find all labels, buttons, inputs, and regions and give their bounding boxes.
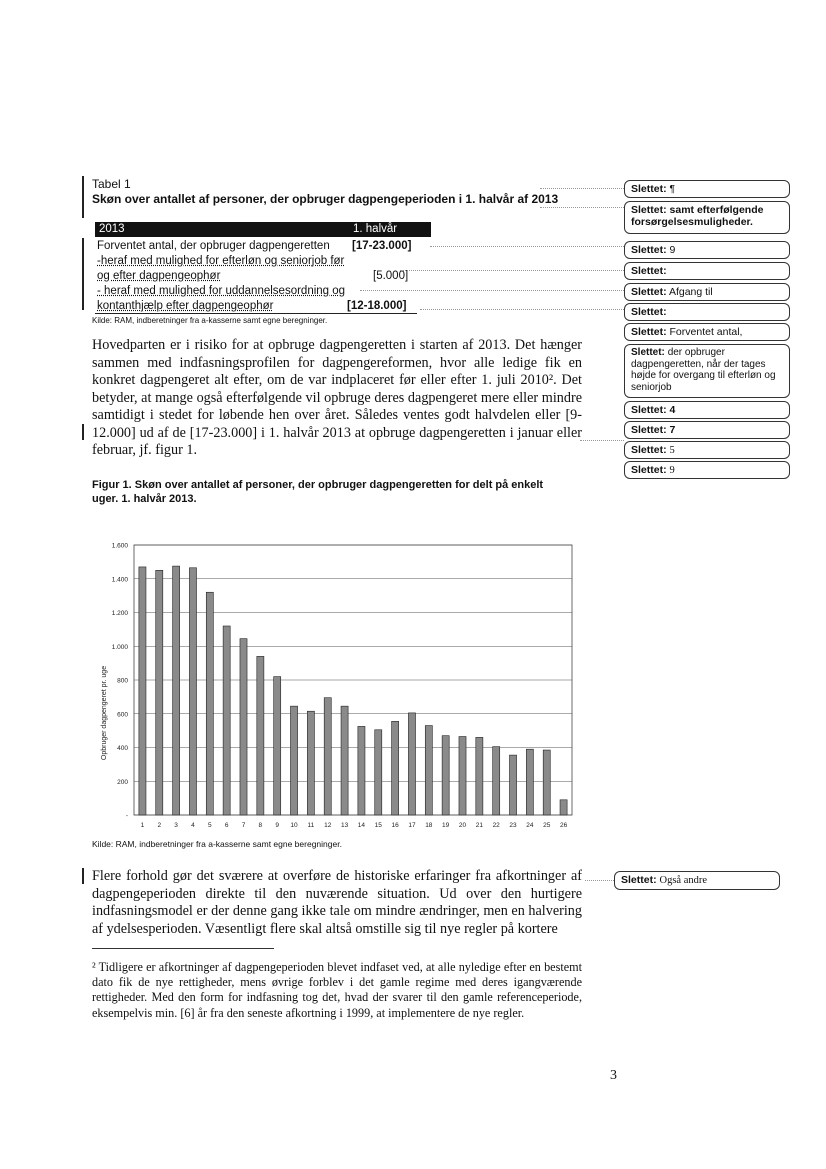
chart-x-tick-label: 24 [526, 822, 534, 829]
chart-x-tick-label: 19 [442, 822, 450, 829]
chart-y-ticks [112, 543, 129, 820]
chart-bar [206, 592, 213, 815]
chart-bar [358, 726, 365, 815]
chart-x-tick-label: 18 [425, 822, 433, 829]
comment-head: Slettet: [631, 183, 667, 195]
comment-leader [540, 207, 624, 208]
chart-bar [425, 726, 432, 815]
body-paragraph: Flere forhold gør det sværere at overføre de historiske erfaringer fra afkortninger af dagpengeperioden direkte til den nuværende situation. Ud over den hurtigere indfasningsmodel er der denne gang ikke tale om mindre ændringer, men en halvering af ydelsesperioden. Væsentligt flere skal altså omstille sig til nye regler på kortere [92, 868, 582, 937]
chart-y-tick-label: 200 [117, 778, 128, 786]
chart-bar [240, 639, 247, 815]
comment-balloon[interactable] [624, 180, 790, 198]
chart-bar [476, 737, 483, 815]
comment-balloon[interactable] [624, 401, 790, 419]
bar-chart [90, 535, 580, 835]
comment-leader [580, 440, 624, 441]
chart-x-tick-label: 21 [475, 822, 483, 829]
chart-bar [442, 736, 449, 815]
table-row-label: Forventet antal, der opbruger dagpengeretten [97, 240, 330, 252]
chart-y-tick-label: 1.600 [111, 542, 128, 550]
chart-bar [510, 755, 517, 815]
chart-bar [408, 713, 415, 815]
chart-x-tick-label: 22 [492, 822, 500, 829]
comment-balloon[interactable] [624, 323, 790, 341]
comment-head: Slettet: [631, 404, 667, 416]
comment-head: Slettet: [631, 306, 667, 318]
table-label: Tabel 1 [92, 177, 131, 191]
chart-x-tick-label: 10 [290, 822, 298, 829]
chart-x-tick-label: 3 [174, 822, 178, 829]
comment-balloon[interactable] [624, 303, 790, 321]
chart-bar [173, 566, 180, 815]
chart-y-tick-label: - [125, 812, 128, 820]
comment-text: 7 [669, 424, 676, 436]
comment-balloon[interactable] [624, 441, 790, 459]
comment-head: Slettet: [631, 204, 667, 216]
chart-x-tick-label: 13 [340, 822, 349, 829]
chart-x-tick-label: 1 [140, 822, 145, 829]
comment-leader [540, 188, 624, 189]
change-bar [82, 238, 84, 310]
comment-text: Forventet antal, [669, 326, 743, 338]
comment-text: Også andre [659, 875, 708, 886]
body-paragraph: Hovedparten er i risiko for at opbruge dagpengeretten i starten af 2013. Det hænger sammen med indfasningsprofilen for dagpengereformen, hvor alle ledige fik en konkret dagpengeret alt efter, om de var indplaceret før eller efter 1. juli 2010². Det betyder, at mange også efterfølgende vil opbruge deres dagpengeret mere eller mindre samtidigt i stedet for løbende hen over året. Således ventes godt halvdelen eller [9-12.000] ud af de [17-23.000] i 1. halvår 2013 at opbruge dagpengeretten i januar eller februar, jf. figur 1. [92, 337, 582, 458]
chart-bar [324, 698, 331, 815]
chart-y-label: Opbruger dagpengeret pr. uge [101, 665, 108, 761]
table-row [97, 255, 344, 267]
comment-leader [400, 270, 624, 271]
comment-leader [430, 246, 624, 247]
table-row-label: og efter dagpengeophør [97, 270, 221, 282]
chart-y-tick-label: 400 [117, 745, 128, 752]
chart-x-tick-label: 2 [157, 822, 162, 829]
chart-bar [156, 570, 163, 815]
change-bar [82, 176, 84, 218]
chart-x-tick-label: 15 [374, 822, 382, 829]
comment-leader [420, 309, 624, 310]
chart-x-tick-label: 4 [191, 822, 195, 829]
chart-y-tick-label: 800 [117, 677, 128, 685]
comment-text: 4 [669, 404, 676, 416]
chart-bar [274, 677, 281, 815]
table-row-value: [17-23.000] [352, 240, 412, 252]
table-header [95, 222, 431, 237]
chart-gridlines [134, 545, 572, 815]
comment-head: Slettet: [631, 464, 667, 476]
table-header-period: 1. halvår [353, 223, 398, 235]
chart-y-tick-label: 1.400 [111, 576, 128, 584]
table-row-label: - heraf med mulighed for uddannelsesordning og [97, 285, 346, 297]
change-bar [82, 424, 84, 440]
chart-x-tick-label: 5 [207, 822, 212, 829]
chart-x-tick-label: 20 [458, 822, 467, 829]
comment-text: Afgang til [668, 286, 713, 298]
figure-title: Figur 1. Skøn over antallet af personer, der opbruger dagpengeretten for delt på enkelt uger. 1. halvår 2013. [92, 479, 544, 505]
chart-bar [375, 730, 382, 815]
comment-balloon[interactable] [624, 421, 790, 439]
chart-x-tick-label: 6 [224, 822, 229, 829]
chart-bar [493, 747, 500, 815]
comment-text: 9 [669, 465, 675, 476]
page-number: 3 [610, 1068, 617, 1083]
table-row [97, 285, 345, 297]
comment-text: 5 [669, 445, 675, 456]
chart-y-tick-label: 600 [117, 711, 128, 719]
chart-bar [291, 706, 298, 815]
chart-y-tick-label: 1.200 [111, 610, 128, 617]
comment-text: samt efterfølgende forsørgelsesmuligheder. [631, 204, 764, 228]
table-title: Skøn over antallet af personer, der opbruger dagpengeperioden i 1. halvår af 2013 [92, 192, 559, 206]
footnote: ² Tidligere er afkortninger af dagpengeperioden blevet indfaset ved, at alle nyledige efter en bestemt dato fik de nye rettigheder, mens øvrige forblev i det gamle regime med deres igangværende rettigheder. Med den form for indfasning tog det, hvad der svarer til den gamle referenceperiode, eksempelvis min. [6] år fra den seneste afkortning i 1999, at implementere de nye regler. [92, 960, 582, 1020]
chart-x-tick-label: 16 [391, 822, 399, 829]
chart-x-tick-label: 17 [408, 822, 416, 829]
table-bottom-rule [95, 313, 417, 314]
chart-bar [526, 749, 533, 815]
comment-head: Slettet: [631, 244, 667, 256]
comment-balloon[interactable] [624, 262, 790, 280]
comment-head: Slettet: [621, 874, 657, 886]
comment-head: Slettet: [631, 424, 667, 436]
chart-x-ticks [141, 822, 568, 829]
chart-bar [543, 750, 550, 815]
table-row-label: -heraf med mulighed for efterløn og seniorjob før [97, 255, 345, 267]
chart-bar [307, 711, 314, 815]
comment-balloon[interactable] [614, 871, 780, 890]
comment-text: 9 [669, 244, 676, 256]
chart-bar [189, 568, 196, 815]
chart-bar [392, 721, 399, 815]
comment-balloon[interactable] [624, 344, 790, 398]
table-header-year: 2013 [99, 223, 125, 235]
chart-x-tick-label: 8 [258, 822, 263, 829]
chart-bar [257, 656, 264, 815]
chart-x-tick-label: 14 [357, 822, 366, 829]
chart-x-tick-label: 25 [543, 822, 551, 829]
chart-x-tick-label: 26 [559, 822, 568, 829]
comment-head: Slettet: [631, 265, 667, 277]
comment-balloon[interactable] [624, 201, 790, 234]
change-bar [82, 868, 84, 884]
table-row-value: [12-18.000] [347, 300, 407, 312]
chart-bar [139, 567, 146, 815]
comment-balloon[interactable] [624, 283, 790, 301]
footnote-rule [92, 948, 274, 949]
comment-head: Slettet: [631, 286, 667, 298]
comment-leader [360, 290, 624, 291]
chart-x-tick-label: 11 [307, 822, 315, 829]
comment-text: der opbruger dagpengeretten, når der tages højde for overgang til efterløn og seniorjob [631, 347, 776, 393]
table-source: Kilde: RAM, indberetninger fra a-kasserne samt egne beregninger. [92, 316, 328, 325]
table-row-value: [5.000] [373, 270, 409, 282]
comment-balloon[interactable] [624, 461, 790, 479]
table-row [97, 270, 409, 282]
chart-bar [223, 626, 230, 815]
chart-bar [341, 706, 348, 815]
table-row [97, 240, 412, 252]
chart-y-tick-label: 1.000 [111, 643, 128, 651]
chart-bar [560, 800, 567, 815]
chart-x-tick-label: 23 [509, 822, 517, 829]
comment-head: Slettet: [631, 326, 667, 338]
comment-head: Slettet: [631, 444, 667, 456]
chart-bar [459, 737, 466, 815]
comment-head: Slettet: [631, 347, 665, 358]
table-row [97, 300, 407, 312]
comment-balloon[interactable] [624, 241, 790, 259]
figure-source: Kilde: RAM, indberetninger fra a-kasserne samt egne beregninger. [92, 839, 342, 849]
chart-x-tick-label: 9 [275, 822, 280, 829]
chart-x-tick-label: 7 [241, 822, 246, 829]
comment-text: ¶ [669, 183, 676, 195]
chart-bars [139, 566, 567, 815]
chart-x-tick-label: 12 [324, 822, 332, 829]
table-row-label: kontanthjælp efter dagpengeophør [97, 300, 274, 312]
